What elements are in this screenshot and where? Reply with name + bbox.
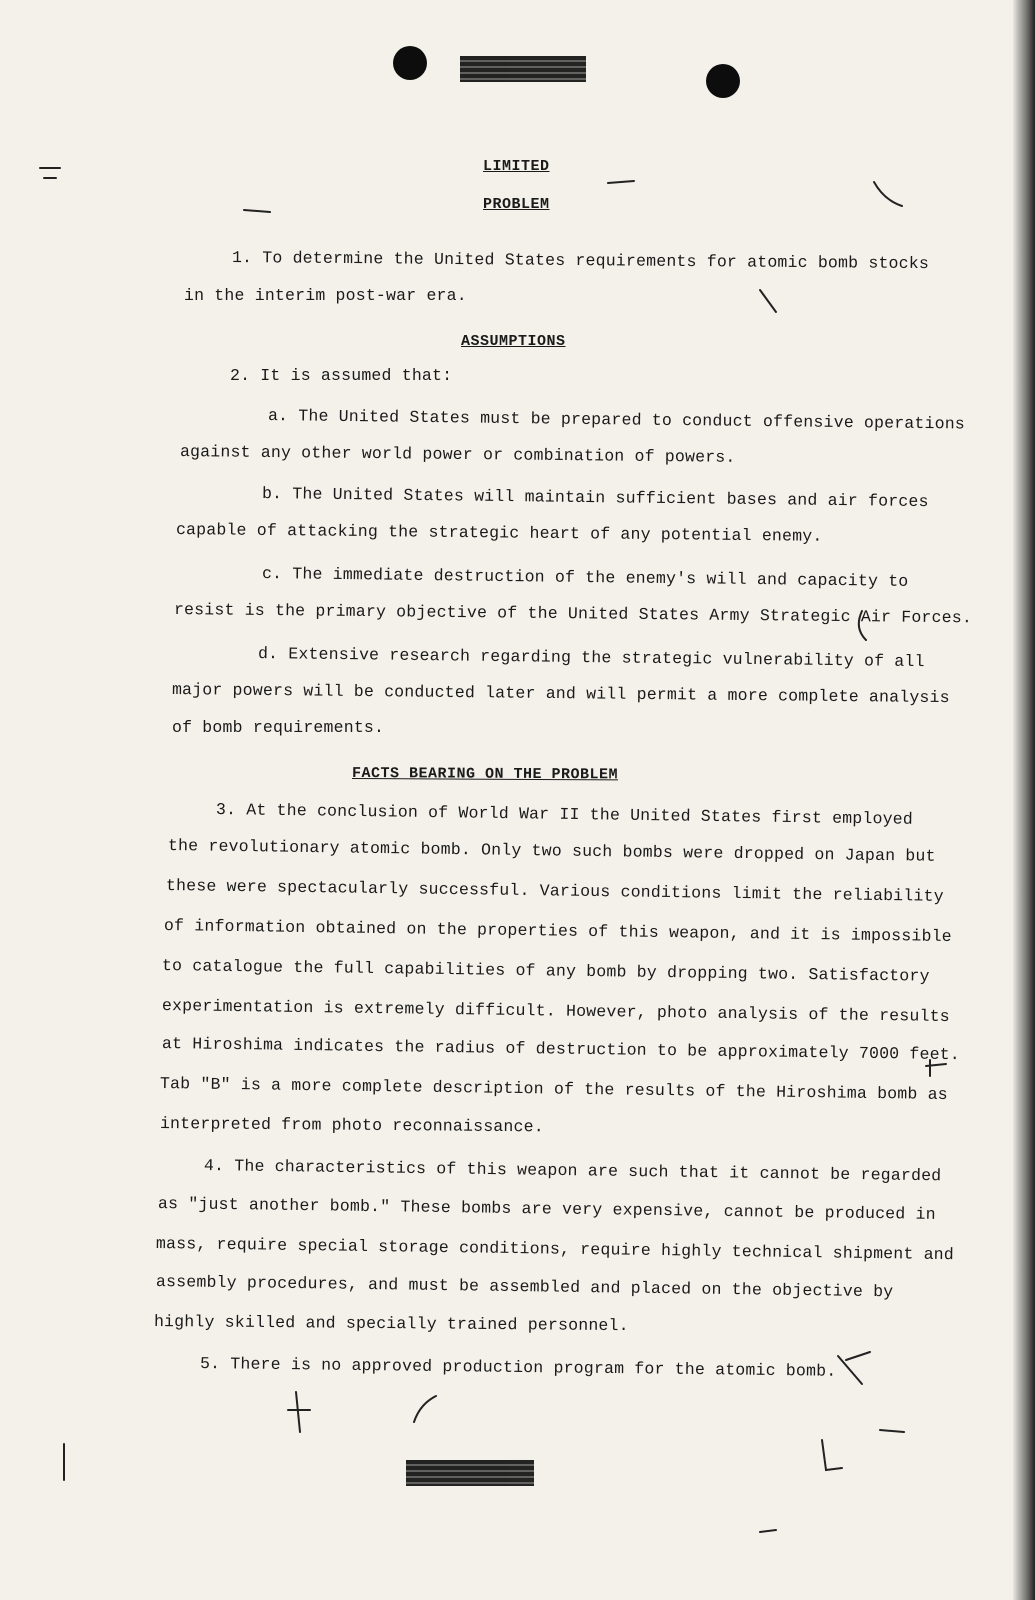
text-line: experimentation is extremely difficult. However, photo analysis of the results bbox=[161, 996, 950, 1027]
section-heading-problem: PROBLEM bbox=[483, 196, 550, 213]
text-line: in the interim post-war era. bbox=[184, 286, 467, 305]
text-line: as "just another bomb." These bombs are very expensive, cannot be produced in bbox=[157, 1194, 936, 1224]
text-line: 5. There is no approved production program for the atomic bomb. bbox=[199, 1354, 837, 1381]
text-line: interpreted from photo reconnaissance. bbox=[159, 1114, 544, 1137]
scan-edge-shadow bbox=[1013, 0, 1035, 1600]
classification-stamp-bottom bbox=[406, 1460, 534, 1486]
text-line: c. The immediate destruction of the enemy's will and capacity to bbox=[261, 564, 909, 591]
section-heading-facts: FACTS BEARING ON THE PROBLEM bbox=[351, 765, 619, 784]
punch-hole-left bbox=[393, 46, 427, 80]
text-line: 4. The characteristics of this weapon are such that it cannot be regarded bbox=[203, 1156, 942, 1186]
text-line: major powers will be conducted later and will permit a more complete analysis bbox=[171, 680, 950, 708]
text-line: capable of attacking the strategic heart of any potential enemy. bbox=[175, 520, 823, 546]
classification-stamp-top bbox=[460, 56, 586, 82]
text-line: a. The United States must be prepared to conduct offensive operations bbox=[267, 406, 966, 434]
text-line: to catalogue the full capabilities of any bomb by dropping two. Satisfactory bbox=[161, 956, 930, 986]
text-line: the revolutionary atomic bomb. Only two such bombs were dropped on Japan but bbox=[167, 836, 936, 866]
text-line: 1. To determine the United States requirements for atomic bomb stocks bbox=[231, 248, 930, 274]
text-line: highly skilled and specially trained personnel. bbox=[153, 1312, 629, 1336]
text-line: d. Extensive research regarding the strategic vulnerability of all bbox=[257, 644, 925, 672]
text-line: 2. It is assumed that: bbox=[230, 366, 453, 385]
section-heading-assumptions: ASSUMPTIONS bbox=[461, 333, 566, 350]
text-line: of information obtained on the properties of this weapon, and it is impossible bbox=[163, 916, 952, 947]
text-line: these were spectacularly successful. Various conditions limit the reliability bbox=[165, 876, 944, 906]
text-line: at Hiroshima indicates the radius of destruction to be approximately 7000 feet. bbox=[161, 1034, 961, 1065]
header-limited: LIMITED bbox=[483, 158, 550, 175]
text-line: b. The United States will maintain sufficient bases and air forces bbox=[261, 484, 929, 512]
text-line: Tab "B" is a more complete description of the results of the Hiroshima bomb as bbox=[159, 1074, 948, 1105]
text-line: against any other world power or combination of powers. bbox=[179, 442, 736, 467]
text-line: resist is the primary objective of the United States Army Strategic Air Forces. bbox=[173, 600, 973, 628]
text-line: of bomb requirements. bbox=[172, 718, 385, 737]
text-line: 3. At the conclusion of World War II the United States first employed bbox=[215, 800, 914, 829]
text-line: assembly procedures, and must be assembled and placed on the objective by bbox=[155, 1272, 894, 1302]
punch-hole-right bbox=[706, 64, 740, 98]
text-line: mass, require special storage conditions, require highly technical shipment and bbox=[155, 1234, 955, 1265]
